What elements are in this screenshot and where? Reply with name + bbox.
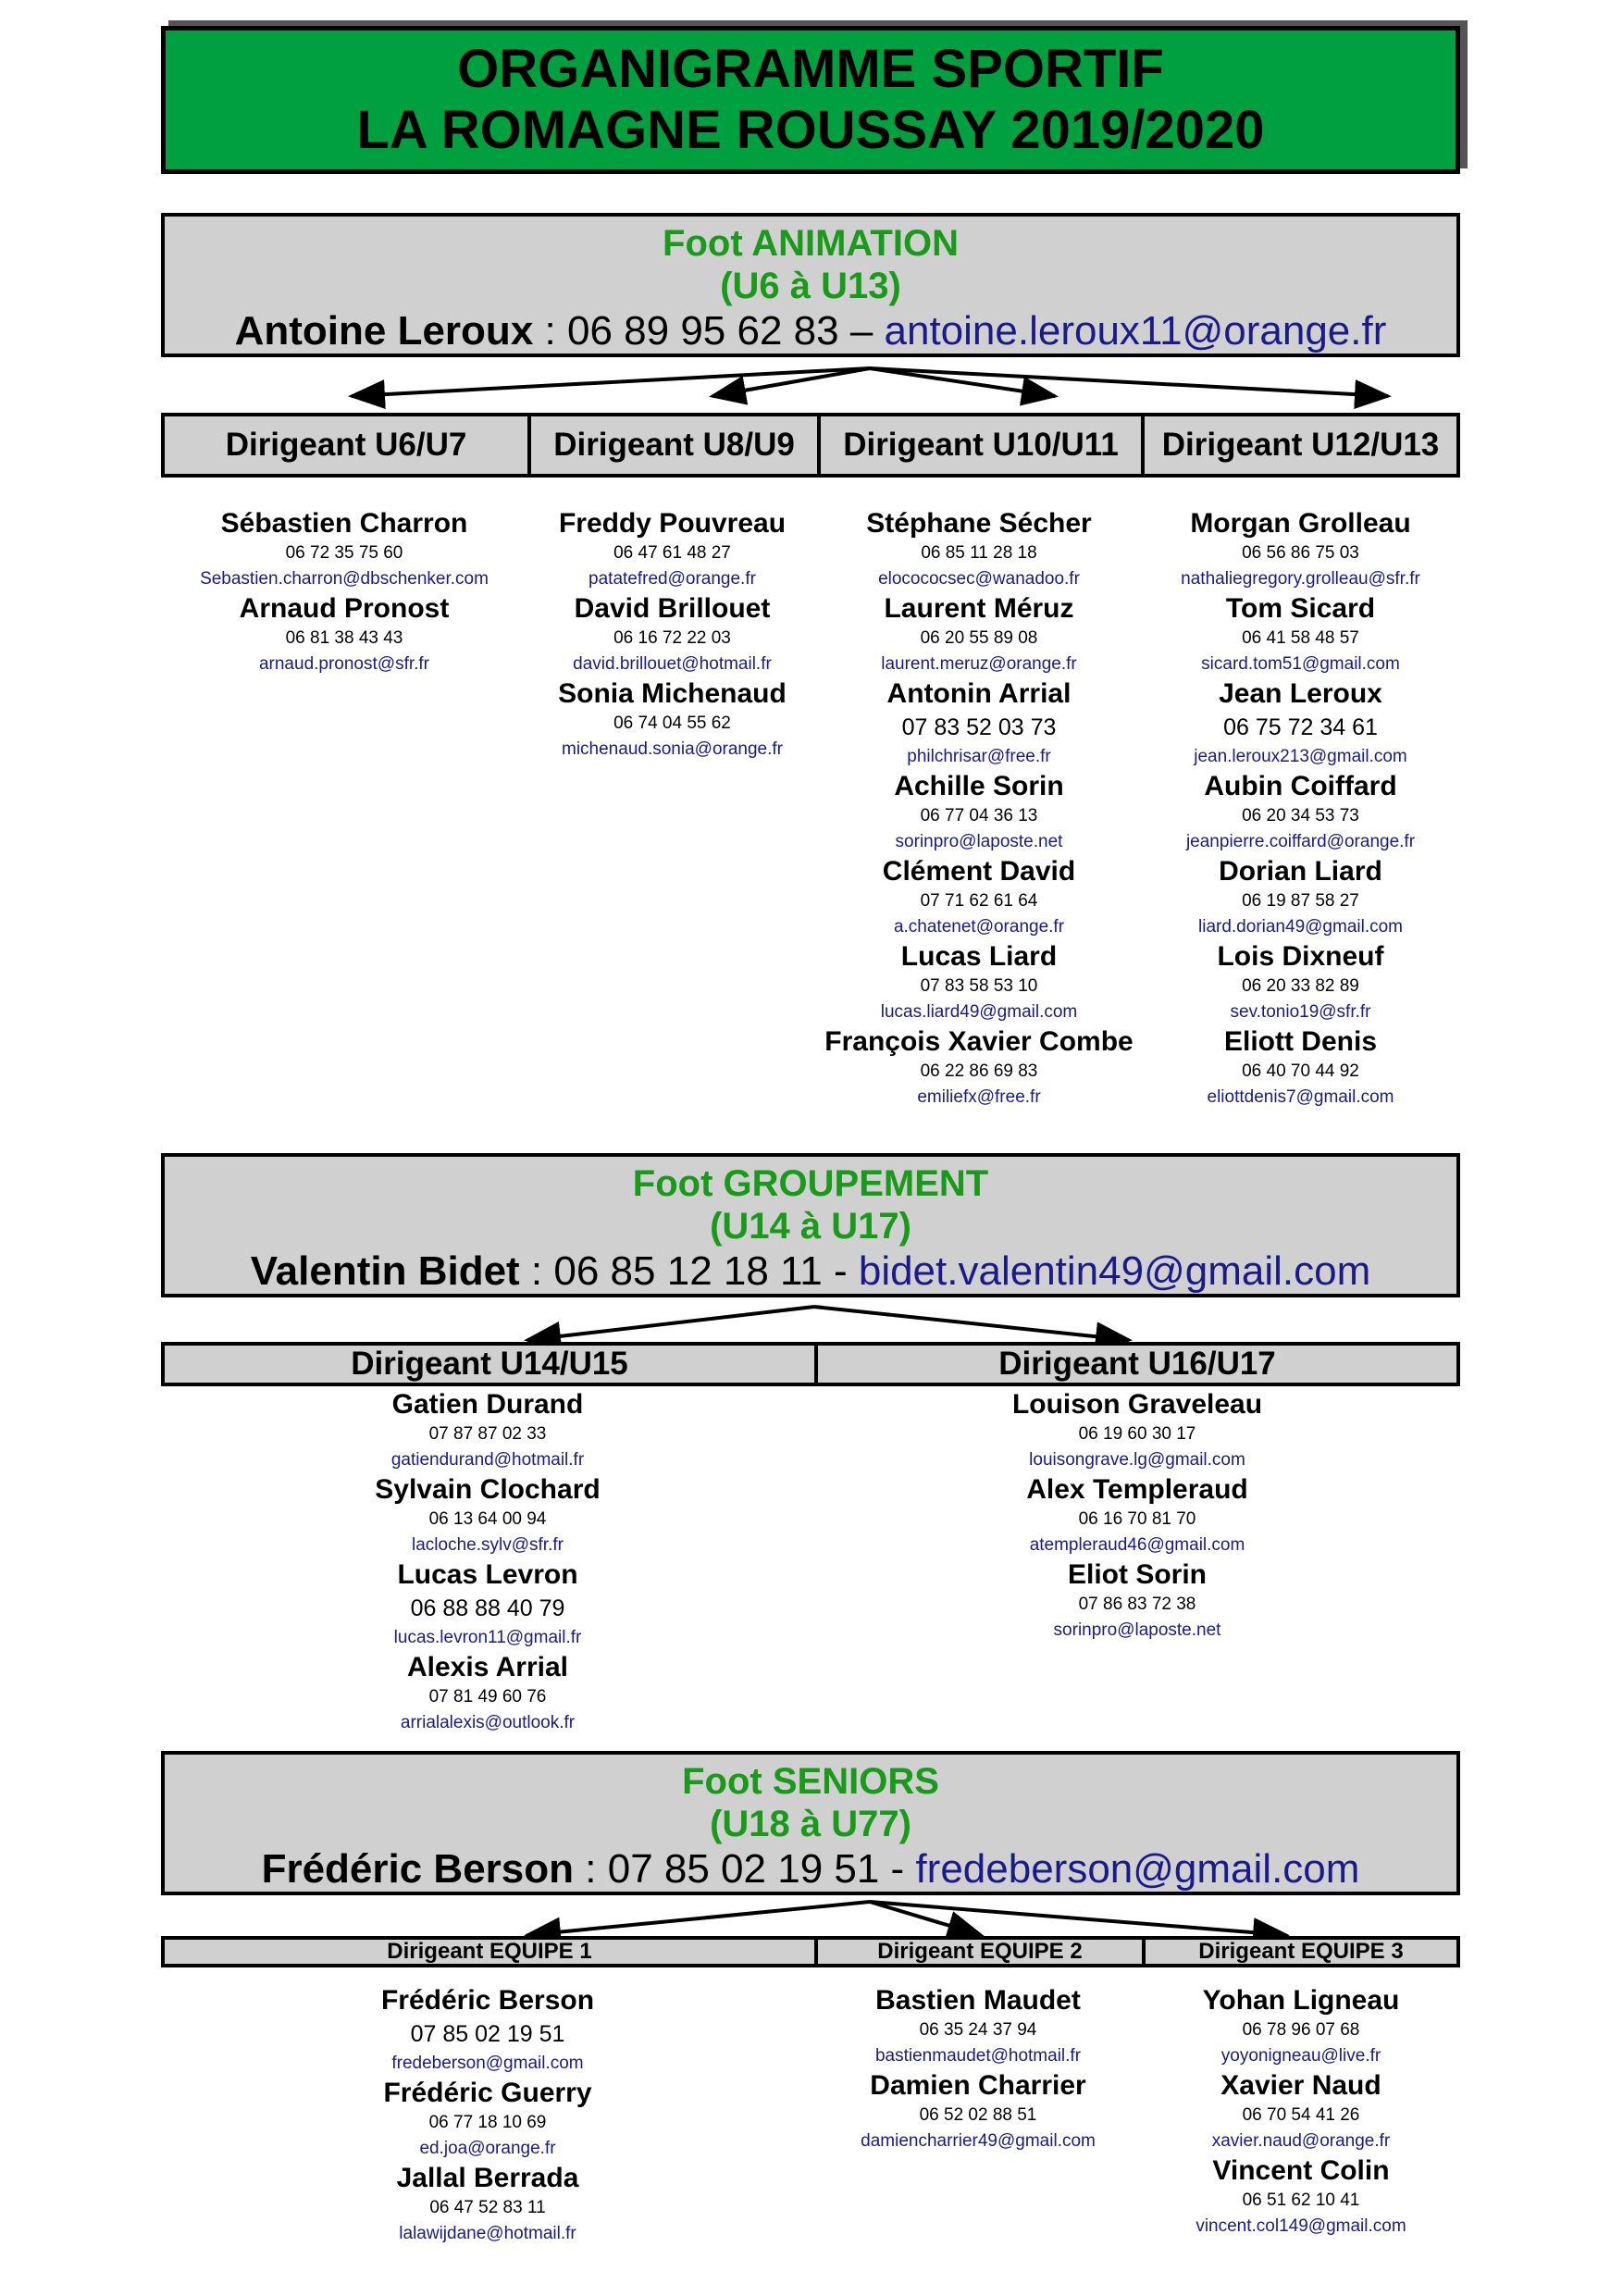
person-phone: 06 77 04 36 13 [920,806,1038,825]
person-email[interactable]: fredeberson@gmail.com [391,2054,584,2073]
person-email[interactable]: david.brillouet@hotmail.fr [573,654,772,674]
person-name: Antonin Arrial [886,678,1072,709]
person-phone: 06 41 58 48 57 [1242,628,1359,648]
person-name: Achille Sorin [894,771,1064,801]
person-entry [817,592,1141,677]
person-name: David Brillouet [574,593,771,624]
manager-email[interactable]: fredeberson@gmail.com [915,1846,1360,1892]
section-manager-contact [165,1247,1456,1296]
section-name: Foot GROUPEMENT [632,1163,989,1204]
person-name: Yohan Ligneau [1202,1985,1400,2016]
person-name: Lois Dixneuf [1217,941,1384,972]
groupement-header-row [161,1342,1460,1386]
manager-email[interactable]: bidet.valentin49@gmail.com [858,1248,1371,1294]
person-phone: 06 78 96 07 68 [1242,2020,1360,2040]
person-entry [1141,1025,1460,1111]
person-phone: 07 86 83 72 38 [1078,1595,1196,1614]
person-name: Frédéric Guerry [383,2078,592,2108]
person-email[interactable]: philchrisar@free.fr [907,747,1051,766]
section-range: (U14 à U17) [710,1206,911,1247]
separator: – [838,308,885,354]
section-animation [161,213,1460,357]
person-email[interactable]: arnaud.pronost@sfr.fr [258,654,430,674]
person-phone: 06 56 86 75 03 [1242,543,1359,563]
person-entry [817,1025,1141,1111]
person-entry [1141,507,1460,592]
section-manager-contact [165,1845,1456,1893]
person-entry [527,507,817,592]
person-email[interactable]: jeanpierre.coiffard@orange.fr [1185,832,1416,851]
section-range: (U18 à U77) [710,1804,911,1844]
person-phone: 06 16 70 81 70 [1078,1509,1196,1529]
person-entry [1141,592,1460,677]
person-phone: 06 81 38 43 43 [285,628,403,648]
separator: - [879,1846,916,1892]
person-email[interactable]: laurent.meruz@orange.fr [881,654,1077,674]
person-name: Stéphane Sécher [866,508,1092,539]
person-email[interactable]: vincent.col149@gmail.com [1196,2216,1406,2236]
separator: : [519,1248,554,1294]
arrow-u14 [527,1307,814,1340]
person-name: Eliott Denis [1223,1026,1377,1057]
separator: : [574,1846,608,1892]
manager-phone: 06 85 12 18 11 [553,1248,823,1294]
person-email[interactable]: sorinpro@laposte.net [1053,1620,1221,1640]
person-name: Eliot Sorin [1068,1559,1207,1590]
person-name: Xavier Naud [1220,2070,1381,2101]
person-phone: 07 85 02 19 51 [410,2021,565,2047]
person-name: Clément David [882,856,1076,887]
person-entry [814,1388,1460,1473]
person-entry [161,507,527,592]
person-name: Damien Charrier [870,2070,1086,2101]
header-u8-u9: Dirigeant U8/U9 [531,416,821,474]
header-u16-u17: Dirigeant U16/U17 [998,1346,1276,1382]
person-entry [161,1651,814,1736]
person-email[interactable]: eliottdenis7@gmail.com [1207,1087,1394,1107]
section-manager-contact [165,307,1456,355]
person-entry [161,592,527,677]
person-name: François Xavier Combe [824,1026,1134,1057]
person-name: Bastien Maudet [875,1985,1081,2016]
title-line-1: ORGANIGRAMME SPORTIF [457,39,1164,99]
header-equipe-3: Dirigeant EQUIPE 3 [1198,1939,1404,1964]
person-email[interactable]: lucas.levron11@gmail.fr [393,1628,582,1647]
person-phone: 06 16 72 22 03 [613,628,731,648]
person-phone: 07 87 87 02 33 [428,1424,547,1444]
person-email[interactable]: emiliefx@free.fr [917,1087,1041,1107]
person-phone: 06 20 55 89 08 [920,628,1038,648]
person-entry [1142,1984,1460,2069]
header-u6-u7: Dirigeant U6/U7 [165,416,531,474]
person-name: Jallal Berrada [396,2163,579,2193]
person-email[interactable]: sev.tonio19@sfr.fr [1230,1002,1371,1022]
person-entry [817,770,1141,855]
seniors-column-equipe-3 [1142,1984,1460,2240]
person-entry [817,677,1141,770]
person-name: Freddy Pouvreau [558,508,787,539]
person-entry [814,1473,1460,1558]
person-entry [1142,2069,1460,2154]
animation-column-u12-u13 [1141,507,1460,1111]
person-entry [814,1558,1460,1644]
person-phone: 06 77 18 10 69 [428,2113,547,2132]
manager-name: Valentin Bidet [250,1248,520,1294]
person-entry [161,1388,814,1473]
person-entry [1141,770,1460,855]
animation-column-u6-u7 [161,507,527,677]
person-phone: 06 19 87 58 27 [1242,891,1359,911]
person-email[interactable]: gatiendurand@hotmail.fr [390,1450,585,1470]
person-name: Jean Leroux [1219,678,1382,709]
groupement-column-u14-u15 [161,1388,814,1736]
person-entry [527,677,817,763]
person-name: Vincent Colin [1212,2155,1390,2186]
person-entry [814,1984,1142,2069]
person-name: Alex Templeraud [1026,1474,1248,1505]
person-email[interactable]: atempleraud46@gmail.com [1029,1535,1245,1555]
person-name: Frédéric Berson [380,1985,595,2016]
separator: : [533,308,567,354]
person-email[interactable]: bastienmaudet@hotmail.fr [874,2046,1082,2066]
person-email[interactable]: lacloche.sylv@sfr.fr [412,1535,564,1555]
section-seniors [161,1751,1460,1895]
person-entry [814,2069,1142,2154]
manager-name: Frédéric Berson [261,1846,575,1892]
person-phone: 06 47 52 83 11 [429,2198,546,2217]
header-u10-u11: Dirigeant U10/U11 [821,416,1145,474]
person-email[interactable]: nathaliegregory.grolleau@sfr.fr [1181,569,1420,589]
animation-column-u8-u9 [527,507,817,763]
person-entry [161,1473,814,1558]
manager-phone: 07 85 02 19 51 [607,1846,880,1892]
person-name: Lucas Liard [900,941,1058,972]
person-entry [1141,940,1460,1025]
person-phone: 06 20 34 53 73 [1242,806,1359,825]
person-name: Louison Graveleau [1011,1389,1263,1420]
section-name: Foot SENIORS [682,1761,939,1802]
person-entry [161,2077,814,2162]
person-email[interactable]: arrialalexis@outlook.fr [400,1713,576,1732]
arrow-equipe3 [870,1902,1286,1935]
manager-name: Antoine Leroux [234,308,534,354]
person-email[interactable]: yoyonigneau@live.fr [1220,2046,1381,2066]
person-email[interactable]: Sebastien.charron@dbschenker.com [200,569,489,589]
person-phone: 06 19 60 30 17 [1078,1424,1196,1444]
person-name: Morgan Grolleau [1190,508,1411,539]
person-phone: 06 35 24 37 94 [919,2020,1037,2040]
person-name: Dorian Liard [1219,856,1382,887]
arrow-equipe1 [527,1902,870,1935]
person-email[interactable]: a.chatenet@orange.fr [893,917,1065,937]
person-phone: 06 40 70 44 92 [1242,1061,1359,1081]
person-phone: 06 85 11 28 18 [921,543,1037,563]
person-email[interactable]: sorinpro@laposte.net [895,832,1063,851]
person-entry [161,1558,814,1651]
person-entry [817,855,1141,940]
person-entry [527,592,817,677]
seniors-column-equipe-1 [161,1984,814,2247]
manager-email[interactable]: antoine.leroux11@orange.fr [884,308,1387,354]
header-equipe-2: Dirigeant EQUIPE 2 [818,1940,1146,1964]
person-email[interactable]: elocococsec@wanadoo.fr [878,569,1080,589]
groupement-column-u16-u17 [814,1388,1460,1644]
person-phone: 06 52 02 88 51 [919,2105,1037,2125]
person-email[interactable]: liard.dorian49@gmail.com [1198,917,1403,937]
person-entry [817,507,1141,592]
animation-header-row [161,413,1460,478]
person-phone: 07 81 49 60 76 [428,1687,547,1706]
manager-phone: 06 89 95 62 83 [566,308,839,354]
person-phone: 06 20 33 82 89 [1242,976,1359,996]
person-phone: 07 83 58 53 10 [920,976,1038,996]
person-phone: 06 74 04 55 62 [613,714,731,733]
person-entry [1141,677,1460,770]
person-name: Sébastien Charron [220,508,468,539]
person-phone: 06 51 62 10 41 [1242,2191,1360,2210]
person-email[interactable]: sicard.tom51@gmail.com [1201,654,1400,674]
header-u12-u13: Dirigeant U12/U13 [1161,427,1440,463]
person-email[interactable]: patatefred@orange.fr [588,569,756,589]
person-entry [817,940,1141,1025]
separator: - [822,1248,859,1294]
person-email[interactable]: lalawijdane@hotmail.fr [399,2224,576,2243]
person-phone: 06 47 61 48 27 [613,543,731,563]
person-phone: 06 70 54 41 26 [1242,2105,1360,2125]
person-entry [161,1984,814,2077]
person-phone: 07 71 62 61 64 [920,891,1038,911]
person-name: Gatien Durand [391,1389,584,1420]
person-name: Tom Sicard [1225,593,1376,624]
person-name: Aubin Coiffard [1204,771,1397,801]
person-phone: 06 22 86 69 83 [920,1061,1038,1081]
header-equipe-1: Dirigeant EQUIPE 1 [165,1940,818,1964]
person-phone: 06 88 88 40 79 [410,1595,565,1621]
person-entry [161,2162,814,2247]
person-name: Sylvain Clochard [375,1474,601,1505]
person-name: Laurent Méruz [884,593,1074,624]
section-name: Foot ANIMATION [663,223,959,264]
person-email[interactable]: louisongrave.lg@gmail.com [1029,1450,1245,1470]
section-groupement [161,1153,1460,1297]
header-u14-u15: Dirigeant U14/U15 [165,1346,818,1383]
arrow-u12 [870,368,1388,396]
arrow-u16 [814,1307,1129,1340]
title-line-2: LA ROMAGNE ROUSSAY 2019/2020 [356,100,1265,160]
person-phone: 06 13 64 00 94 [428,1509,547,1529]
person-email[interactable]: ed.joa@orange.fr [419,2139,556,2158]
person-phone: 06 75 72 34 61 [1223,714,1378,740]
person-email[interactable]: xavier.naud@orange.fr [1211,2131,1391,2151]
person-phone: 06 72 35 75 60 [285,543,403,563]
person-email[interactable]: michenaud.sonia@orange.fr [562,739,783,759]
seniors-column-equipe-2 [814,1984,1142,2154]
person-email[interactable]: jean.leroux213@gmail.com [1194,747,1407,766]
person-entry [1141,855,1460,940]
animation-column-u10-u11 [817,507,1141,1111]
person-name: Lucas Levron [397,1559,578,1590]
person-name: Arnaud Pronost [239,593,450,624]
seniors-header-row [161,1936,1460,1967]
person-name: Alexis Arrial [407,1652,568,1682]
person-email[interactable]: lucas.liard49@gmail.com [880,1002,1078,1022]
person-entry [1142,2154,1460,2240]
person-email[interactable]: damiencharrier49@gmail.com [861,2131,1096,2151]
person-phone: 07 83 52 03 73 [901,714,1057,740]
section-range: (U6 à U13) [720,266,901,306]
person-name: Sonia Michenaud [558,678,787,709]
